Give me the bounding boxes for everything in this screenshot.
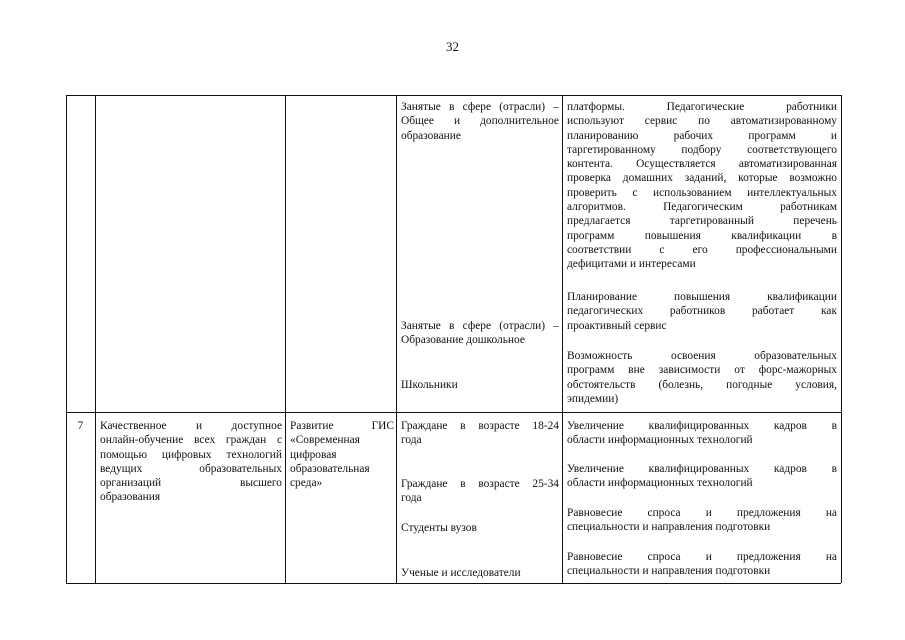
text-line: онлайн-обучение всех граждан с <box>100 434 282 447</box>
text-line: образования <box>100 491 161 504</box>
text-line: программ повышения квалификации в <box>567 229 837 242</box>
text-line: образование <box>401 129 461 142</box>
text-line: области информационных технологий <box>567 434 753 447</box>
text-line: соответствии с его профессиональными <box>567 243 837 256</box>
text-line: проверка домашних заданий, которые возможно <box>567 172 837 185</box>
text-line: Возможность освоения образовательных <box>567 350 837 362</box>
text-line: Занятые в сфере (отрасли) – <box>401 101 559 113</box>
text-line: года <box>401 434 422 447</box>
result-cell <box>567 506 837 535</box>
text-line: Развитие ГИС <box>290 420 394 432</box>
page-number: 32 <box>446 39 459 54</box>
text-line: Студенты вузов <box>401 522 477 534</box>
segment-cell <box>401 378 559 392</box>
text-line: среда» <box>290 477 323 490</box>
text-line: специальности и направления подготовки <box>567 521 771 534</box>
row-divider <box>66 412 841 413</box>
table-border-left <box>66 95 67 583</box>
text-line: организаций высшего <box>100 477 282 490</box>
text-line: помощью цифровых технологий <box>100 448 282 461</box>
text-line: обстоятельств (болезнь, погодные условия, <box>567 378 837 391</box>
text-line: Граждане в возрасте 25-34 <box>401 478 559 490</box>
text-line: образовательная <box>290 462 370 475</box>
text-line: ведущих образовательных <box>100 462 282 475</box>
column-divider <box>562 95 563 583</box>
row-number: 7 <box>77 420 84 432</box>
segment-cell <box>401 566 559 580</box>
segment-cell <box>401 477 559 506</box>
text-line: Общее и дополнительное <box>401 115 559 128</box>
result-cell <box>567 462 837 491</box>
segment-cell <box>401 319 559 348</box>
column-divider <box>285 95 286 583</box>
text-line: используют сервис по автоматизированному <box>567 115 837 128</box>
data-table <box>66 95 841 583</box>
column-divider <box>95 95 96 583</box>
text-line: педагогических работников работает как <box>567 305 837 318</box>
text-line: Граждане в возрасте 18-24 <box>401 420 559 432</box>
table-border-top <box>66 95 841 96</box>
text-line: проактивный сервис <box>567 319 667 332</box>
text-line: Качественное и доступное <box>100 420 282 432</box>
text-line: Образование дошкольное <box>401 334 525 347</box>
result-cell <box>567 290 837 333</box>
text-line: предлагается таргетированный перечень <box>567 215 837 228</box>
result-cell <box>567 349 837 406</box>
text-line: дефицитами и интересами <box>567 258 696 271</box>
segment-cell <box>401 521 559 535</box>
text-line: Увеличение квалифицированных кадров в <box>567 463 837 475</box>
text-line: Увеличение квалифицированных кадров в <box>567 420 837 432</box>
text-line: Занятые в сфере (отрасли) – <box>401 320 559 332</box>
text-line: планированию рабочих программ и <box>567 129 837 142</box>
text-line: эпидемии) <box>567 392 619 405</box>
text-line: специальности и направления подготовки <box>567 565 771 578</box>
text-line: контента. Осуществляется автоматизированная <box>567 158 837 171</box>
text-line: таргетированному подбору соответствующего <box>567 143 837 156</box>
column-divider <box>396 95 397 583</box>
text-line: Планирование повышения квалификации <box>567 291 837 303</box>
table-border-right <box>841 95 842 583</box>
text-line: алгоритмов. Педагогическим работникам <box>567 201 837 214</box>
text-line: «Современная <box>290 434 360 447</box>
text-line: цифровая <box>290 448 337 461</box>
table-border-bottom <box>66 583 841 584</box>
text-line: области информационных технологий <box>567 477 753 490</box>
text-line: года <box>401 492 422 505</box>
result-cell <box>567 419 837 448</box>
text-line: Школьники <box>401 379 458 391</box>
result-cell <box>567 100 837 272</box>
project-cell <box>290 419 394 490</box>
segment-cell <box>401 419 559 448</box>
text-line: программ вне зависимости от форс-мажорных <box>567 364 837 377</box>
text-line: платформы. Педагогические работники <box>567 101 837 113</box>
text-line: Ученые и исследователи <box>401 567 521 579</box>
text-line: Равновесие спроса и предложения на <box>567 551 837 563</box>
text-line: проверить с использованием интеллектуальных <box>567 186 837 199</box>
goal-cell <box>100 419 282 505</box>
segment-cell <box>401 100 559 143</box>
text-line: Равновесие спроса и предложения на <box>567 507 837 519</box>
result-cell <box>567 550 837 579</box>
